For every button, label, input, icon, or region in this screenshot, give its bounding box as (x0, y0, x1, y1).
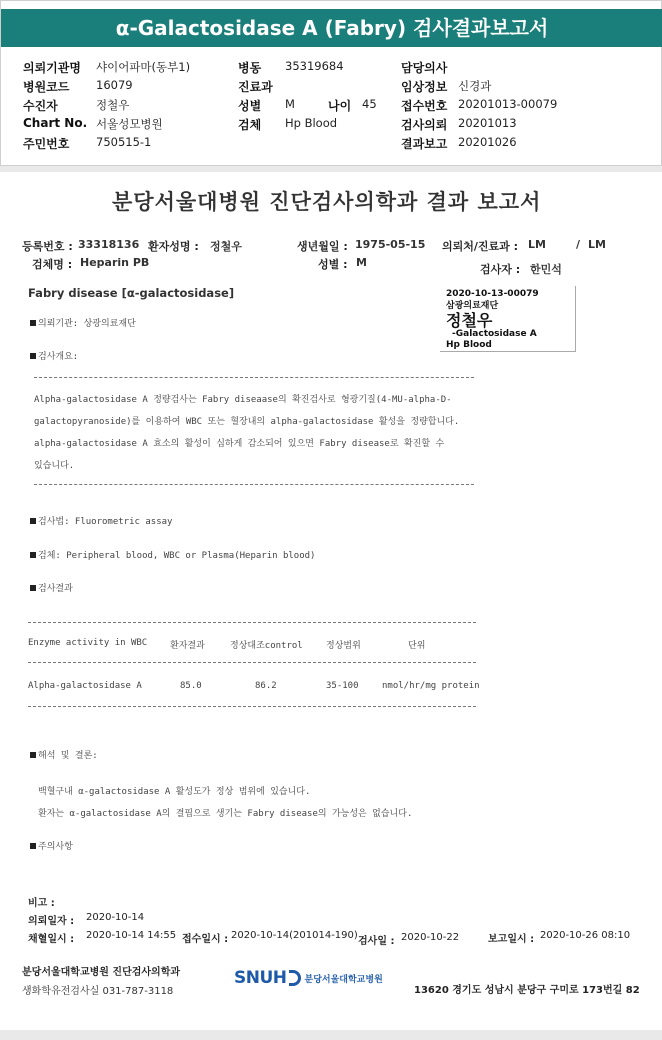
info-age-label: 나이 (328, 99, 352, 113)
report-banner-title: α-Galactosidase A (Fabry) 검사결과보고서 (1, 9, 662, 47)
divider (28, 622, 476, 623)
logo-korean: 분당서울대학교병원 (304, 974, 383, 985)
sex-label: 성별 : (318, 258, 348, 271)
bullet-square (30, 353, 36, 359)
overview-line-1: Alpha-galactosidase A 정량검사는 Fabry diseaase의 확진검사로 형광기질(4-MU-alpha-D- (34, 395, 452, 405)
bullet-square (30, 843, 36, 849)
patient-label: 환자성명 : (148, 240, 199, 253)
stamp-accession: 2020-10-13-00079 (446, 289, 539, 299)
examiner-label: 검사자 : (480, 263, 521, 276)
stamp-lab: 삼광의료재단 (446, 301, 499, 311)
draw-label: 채혈일시 : (28, 934, 75, 945)
overview-line-4: 있습니다. (34, 461, 75, 471)
table-header-unit: 단위 (408, 641, 426, 651)
request-date-label: 의뢰일자 : (28, 916, 75, 927)
overview-heading: 검사개요: (30, 349, 78, 362)
footer-lab-phone: 생화학유전검사실 031-787-3118 (22, 986, 174, 997)
dept-value-2: LM (588, 238, 606, 251)
dept-value-1: LM (528, 238, 546, 251)
result-heading: 검사결과 (30, 581, 73, 594)
lab-report-page (0, 172, 662, 1030)
stamp-test: -Galactosidase A (452, 329, 537, 339)
report-title: 분당서울대병원 진단검사의학과 결과 보고서 (112, 190, 542, 214)
divider (28, 662, 476, 663)
info-age-value: 45 (362, 97, 377, 111)
logo-text: SNUH (234, 968, 287, 988)
table-cell-patient: 85.0 (180, 681, 202, 691)
interpretation-line-2: 환자는 α-galactosidase A의 결핍으로 생기는 Fabry disease의 가능성은 없습니다. (38, 809, 413, 819)
test-name: Fabry disease [α-galactosidase] (28, 286, 235, 300)
draw-value: 2020-10-14 14:55 (86, 930, 177, 941)
divider (34, 484, 474, 485)
bullet-square (30, 752, 36, 758)
table-cell-unit: nmol/hr/mg protein (382, 681, 480, 691)
table-header-patient: 환자결과 (170, 641, 205, 651)
bullet-square (30, 320, 36, 326)
bullet-square (30, 552, 36, 558)
received-value: 2020-10-14(201014-190) (231, 930, 358, 941)
examiner-value: 한민석 (530, 263, 562, 276)
table-header-control: 정상대조control (230, 641, 303, 651)
interpretation-line-1: 백혈구내 α-galactosidase A 활성도가 정상 범위에 있습니다. (38, 787, 311, 797)
table-cell-enzyme: Alpha-galactosidase A (28, 681, 142, 691)
dob-value: 1975-05-15 (355, 238, 426, 251)
patient-value: 정철우 (210, 240, 242, 253)
sample-line: 검체: Peripheral blood, WBC or Plasma(Heparin blood) (30, 548, 315, 561)
table-header-range: 정상범위 (326, 641, 361, 651)
bullet-square (30, 518, 36, 524)
overview-line-2: galactopyranoside)를 이용하여 WBC 또는 혈장내의 alpha-galactosidase 활성을 정량합니다. (34, 417, 460, 427)
stamp-patient: 정철우 (446, 311, 493, 330)
sex-value: M (356, 256, 367, 269)
snuh-mark-icon (289, 970, 301, 986)
note-label: 비고 : (28, 898, 55, 909)
footer-address: 13620 경기도 성남시 분당구 구미로 173번길 82 (414, 985, 640, 996)
footer-department: 분당서울대학교병원 진단검사의학과 (22, 967, 181, 978)
reg-no-value: 33318136 (78, 238, 140, 251)
table-cell-control: 86.2 (255, 681, 277, 691)
report-date-value: 2020-10-26 08:10 (540, 930, 631, 941)
caution-heading: 주의사항 (30, 839, 73, 852)
specimen-value: Heparin PB (80, 256, 150, 269)
interpretation-heading: 해석 및 결론: (30, 748, 98, 761)
received-label: 접수일시 : (182, 934, 229, 945)
test-date-label: 검사일 : (358, 936, 395, 947)
table-cell-range: 35-100 (326, 681, 359, 691)
report-date-label: 보고일시 : (488, 934, 535, 945)
stamp-specimen: Hp Blood (446, 340, 492, 350)
method-line: 검사법: Fluorometric assay (30, 514, 172, 527)
bullet-square (30, 585, 36, 591)
snuh-logo (234, 968, 383, 988)
dept-label: 의뢰처/진료과 : (442, 240, 519, 253)
table-header-enzyme: Enzyme activity in WBC (28, 638, 148, 648)
dept-separator: / (576, 238, 581, 251)
divider (28, 706, 476, 707)
test-date-value: 2020-10-22 (401, 932, 460, 943)
divider (34, 377, 474, 378)
reg-no-label: 등록번호 : (22, 240, 73, 253)
specimen-label: 검체명 : (32, 258, 73, 271)
dob-label: 생년월일 : (297, 240, 348, 253)
request-date-value: 2020-10-14 (86, 912, 145, 923)
summary-card: α-Galactosidase A (Fabry) 검사결과보고서 의뢰기관명 샤이어파마(동부1) 병원코드 16079 수진자 정철우 Chart No. 서울성모병원 주민번호 750515-1 병동 35319684 진료과 성별 M 나이 45 검체 Hp Blood 담당의사 임상정보 신경과 접수번호 20201013-00079 검사의뢰 20201013 결과보고 20201026 (0, 0, 662, 166)
overview-line-3: alpha-galactosidase A 효소의 활성이 심하게 감소되어 있으면 Fabry disease로 확진할 수 (34, 439, 445, 449)
institution-line: 의뢰기관: 상광의료재단 (30, 316, 136, 329)
